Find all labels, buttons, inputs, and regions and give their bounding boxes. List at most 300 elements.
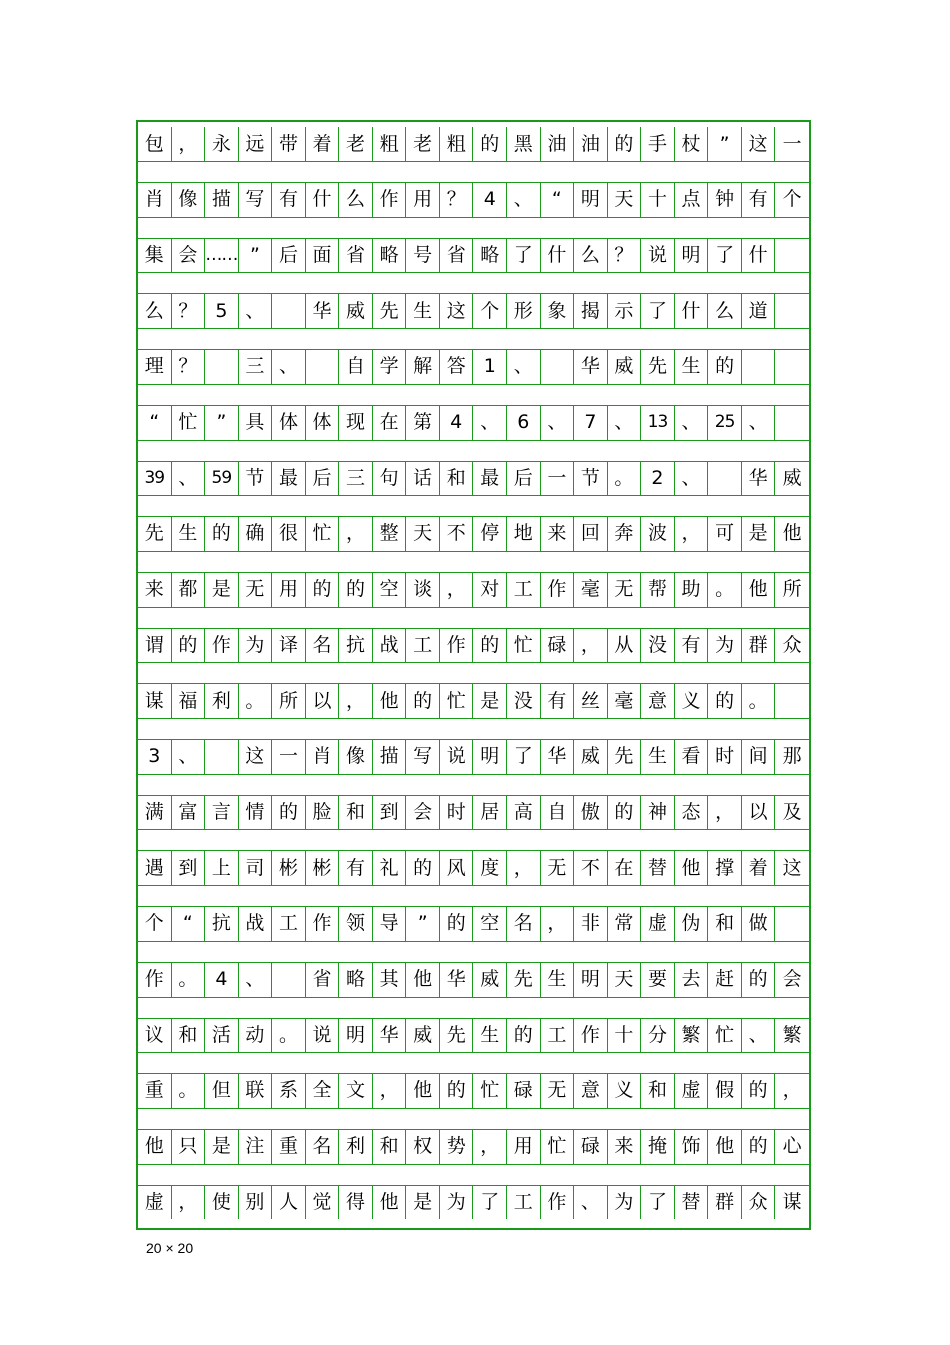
grid-cell: ，: [339, 684, 373, 718]
grid-cell: 工: [541, 1018, 575, 1052]
row-gap: [138, 272, 809, 294]
grid-cell: 最: [272, 461, 306, 495]
grid-cell: 和: [373, 1130, 407, 1164]
grid-cell: 做: [742, 907, 776, 941]
row-gap: [138, 440, 809, 462]
grid-cell: 的: [708, 684, 742, 718]
grid-cell: 译: [272, 628, 306, 662]
grid-cell: 上: [205, 851, 239, 885]
grid-cell: 明: [574, 183, 608, 217]
grid-cell: 。: [708, 573, 742, 607]
grid-cell: 的: [406, 851, 440, 885]
grid-cell: 忙: [172, 406, 206, 440]
grid-cell: 威: [782, 466, 802, 489]
grid-cell: 是: [205, 573, 239, 607]
grid-cell: 省: [440, 238, 474, 272]
grid-cell: 心: [782, 1135, 802, 1158]
grid-cell: 活: [205, 1018, 239, 1052]
grid-cell: 说: [306, 1018, 340, 1052]
grid-cell: 众: [742, 1185, 776, 1219]
grid-cell: 脸: [306, 795, 340, 829]
grid-cell: 神: [641, 795, 675, 829]
grid-cell: 、: [742, 1018, 776, 1052]
row-gap: [138, 829, 809, 851]
grid-cell: 说: [641, 238, 675, 272]
grid-cell: 3: [138, 740, 172, 774]
row-gap: [138, 384, 809, 406]
grid-cell: 为: [239, 628, 273, 662]
grid-cell: 、: [272, 350, 306, 384]
grid-cell: ”: [708, 127, 742, 161]
grid-cell: 有: [675, 628, 709, 662]
grid-row: [138, 294, 809, 328]
grid-cell: 意: [574, 1074, 608, 1108]
grid-cell: 谈: [406, 573, 440, 607]
grid-cell: 遇: [138, 851, 172, 885]
grid-cell: 满: [138, 795, 172, 829]
grid-cell: 华: [541, 740, 575, 774]
grid-cell: 1: [473, 350, 507, 384]
grid-cell: 和: [339, 795, 373, 829]
grid-cell: 黑: [507, 127, 541, 161]
grid-cell: 度: [473, 851, 507, 885]
grid-cell: [272, 294, 306, 328]
grid-cell: 高: [507, 795, 541, 829]
grid-cell: 话: [406, 461, 440, 495]
grid-cell: 不: [574, 851, 608, 885]
grid-cell: 议: [138, 1018, 172, 1052]
row-gap: [138, 1164, 809, 1186]
row-gap: [138, 328, 809, 350]
grid-cell: ，: [373, 1074, 407, 1108]
grid-cell: ，: [541, 907, 575, 941]
grid-cell: 助: [675, 573, 709, 607]
grid-row: [138, 795, 809, 829]
grid-cell: 他: [373, 1185, 407, 1219]
grid-cell: 分: [641, 1018, 675, 1052]
grid-cell: 是: [406, 1185, 440, 1219]
grid-cell: 这: [239, 740, 273, 774]
grid-cell: 碌: [541, 628, 575, 662]
grid-cell: 6: [507, 406, 541, 440]
grid-cell: 及: [782, 800, 802, 823]
grid-row: [138, 684, 809, 718]
grid-cell: 傲: [574, 795, 608, 829]
grid-cell: 远: [239, 127, 273, 161]
grid-row: [138, 238, 809, 272]
grid-cell: 奔: [608, 517, 642, 551]
grid-cell: 撑: [708, 851, 742, 885]
grid-row: [138, 406, 809, 440]
grid-cell: 他: [742, 573, 776, 607]
grid-cell: 伪: [675, 907, 709, 941]
grid-cell: ，: [708, 795, 742, 829]
grid-cell: [775, 684, 809, 718]
row-gap: [138, 495, 809, 517]
grid-cell: 群: [742, 628, 776, 662]
grid-cell: 先: [440, 1018, 474, 1052]
grid-cell: 钟: [708, 183, 742, 217]
grid-cell: 13: [641, 406, 675, 440]
grid-cell: 无: [608, 573, 642, 607]
grid-cell: 三: [239, 350, 273, 384]
grid-cell: 的: [440, 1074, 474, 1108]
row-gap: [138, 1052, 809, 1074]
grid-cell: 谋: [138, 684, 172, 718]
grid-cell: 肖: [306, 740, 340, 774]
grid-cell: ，: [440, 573, 474, 607]
row-gap: [138, 774, 809, 796]
grid-cell: 自: [339, 350, 373, 384]
row-gap: [138, 718, 809, 740]
grid-cell: 、: [675, 461, 709, 495]
grid-cell: 是: [473, 684, 507, 718]
grid-cell: 描: [373, 740, 407, 774]
grid-cell: 威: [339, 294, 373, 328]
grid-cell: 毫: [608, 684, 642, 718]
grid-row: [138, 907, 809, 941]
grid-row: [138, 127, 809, 161]
grid-cell: 所: [272, 684, 306, 718]
grid-cell: 、: [507, 350, 541, 384]
grid-size-label: 20 × 20: [146, 1240, 194, 1256]
grid-cell: 一: [541, 461, 575, 495]
grid-cell: 写: [406, 740, 440, 774]
grid-cell: 2: [641, 461, 675, 495]
grid-cell: 无: [541, 851, 575, 885]
grid-cell: 生: [541, 963, 575, 997]
grid-cell: 可: [708, 517, 742, 551]
grid-cell: 地: [507, 517, 541, 551]
grid-cell: 的: [473, 127, 507, 161]
grid-cell: 什: [675, 294, 709, 328]
grid-cell: 去: [675, 963, 709, 997]
grid-cell: 会: [782, 968, 802, 990]
grid-cell: 丝: [574, 684, 608, 718]
grid-cell: 现: [339, 406, 373, 440]
grid-cell: 众: [782, 633, 802, 656]
grid-cell: 略: [339, 963, 373, 997]
grid-cell: 25: [708, 406, 742, 440]
grid-cell: 替: [675, 1185, 709, 1219]
grid-cell: 一: [782, 132, 802, 155]
grid-cell: [272, 963, 306, 997]
grid-cell: 时: [708, 740, 742, 774]
grid-cell: 什: [742, 238, 776, 272]
grid-cell: 了: [507, 238, 541, 272]
grid-cell: 回: [574, 517, 608, 551]
grid-cell: 利: [339, 1130, 373, 1164]
grid-cell: 碌: [574, 1130, 608, 1164]
grid-cell: 没: [507, 684, 541, 718]
row-gap: [138, 217, 809, 239]
grid-cell: 作: [440, 628, 474, 662]
grid-cell: 帮: [641, 573, 675, 607]
grid-cell: 有: [272, 183, 306, 217]
grid-cell: 么: [138, 294, 172, 328]
grid-row: [138, 517, 809, 551]
grid-cell: 空: [473, 907, 507, 941]
grid-cell: 生: [641, 740, 675, 774]
grid-cell: 的: [708, 350, 742, 384]
grid-cell: 体: [306, 406, 340, 440]
grid-cell: 战: [239, 907, 273, 941]
grid-cell: 间: [742, 740, 776, 774]
grid-cell: 假: [708, 1074, 742, 1108]
grid-cell: 粗: [373, 127, 407, 161]
grid-cell: ？: [608, 238, 642, 272]
grid-cell: 了: [708, 238, 742, 272]
row-gap: [138, 1108, 809, 1130]
grid-cell: 但: [205, 1074, 239, 1108]
grid-cell: [541, 350, 575, 384]
grid-cell: 整: [373, 517, 407, 551]
grid-cell: 省: [306, 963, 340, 997]
grid-cell: 战: [373, 628, 407, 662]
grid-cell: 理: [138, 350, 172, 384]
grid-row: [138, 573, 809, 607]
grid-cell: 作: [373, 183, 407, 217]
row-gap: [138, 662, 809, 684]
grid-cell: 忙: [306, 517, 340, 551]
grid-cell: 明: [574, 963, 608, 997]
grid-cell: 要: [641, 963, 675, 997]
grid-cell: [205, 740, 239, 774]
grid-cell: 。: [272, 1018, 306, 1052]
grid-cell: 非: [574, 907, 608, 941]
grid-cell: 作: [574, 1018, 608, 1052]
grid-cell: 他: [782, 522, 802, 545]
grid-cell: 油: [541, 127, 575, 161]
grid-cell: 老: [406, 127, 440, 161]
grid-cell: 时: [440, 795, 474, 829]
grid-cell: 注: [239, 1130, 273, 1164]
grid-cell: 说: [440, 740, 474, 774]
grid-cell: 略: [373, 238, 407, 272]
grid-cell: 先: [507, 963, 541, 997]
grid-cell: 后: [507, 461, 541, 495]
grid-cell: 天: [406, 517, 440, 551]
grid-cell: 都: [172, 573, 206, 607]
grid-cell: ……: [205, 238, 239, 272]
grid-cell: 手: [641, 127, 675, 161]
grid-cell: 看: [675, 740, 709, 774]
grid-row: [138, 461, 809, 495]
grid-cell: 着: [742, 851, 776, 885]
grid-cell: 得: [339, 1185, 373, 1219]
grid-cell: 一: [272, 740, 306, 774]
grid-cell: 义: [675, 684, 709, 718]
grid-cell: 4: [473, 183, 507, 217]
grid-cell: 十: [608, 1018, 642, 1052]
grid-cell: 生: [406, 294, 440, 328]
grid-cell: 他: [138, 1130, 172, 1164]
grid-cell: 忙: [473, 1074, 507, 1108]
grid-cell: 导: [373, 907, 407, 941]
grid-cell: ，: [675, 517, 709, 551]
grid-cell: [775, 907, 809, 941]
grid-cell: 从: [608, 628, 642, 662]
grid-cell: 虚: [641, 907, 675, 941]
grid-cell: 和: [440, 461, 474, 495]
grid-cell: 了: [641, 294, 675, 328]
grid-cell: ，: [172, 127, 206, 161]
grid-cell: 名: [507, 907, 541, 941]
grid-cell: 重: [138, 1074, 172, 1108]
grid-cell: 的: [172, 628, 206, 662]
grid-cell: 对: [473, 573, 507, 607]
grid-cell: ？: [172, 294, 206, 328]
grid-cell: 确: [239, 517, 273, 551]
grid-cell: ，: [574, 628, 608, 662]
grid-cell: 4: [440, 406, 474, 440]
grid-cell: 和: [641, 1074, 675, 1108]
grid-cell: 包: [138, 127, 172, 161]
grid-cell: 的: [339, 573, 373, 607]
grid-cell: 粗: [440, 127, 474, 161]
grid-cell: 到: [172, 851, 206, 885]
grid-cell: 么: [574, 238, 608, 272]
grid-cell: 以: [306, 684, 340, 718]
grid-row: [138, 1185, 809, 1219]
grid-cell: 肖: [138, 183, 172, 217]
grid-cell: “: [172, 907, 206, 941]
grid-cell: 以: [742, 795, 776, 829]
grid-cell: 势: [440, 1130, 474, 1164]
grid-cell: 三: [339, 461, 373, 495]
grid-cell: 的: [507, 1018, 541, 1052]
grid-cell: 系: [272, 1074, 306, 1108]
grid-cell: 来: [608, 1130, 642, 1164]
grid-cell: 的: [272, 795, 306, 829]
grid-cell: 自: [541, 795, 575, 829]
grid-cell: 解: [406, 350, 440, 384]
grid-cell: 这: [782, 856, 802, 879]
grid-cell: 不: [440, 517, 474, 551]
grid-cell: 使: [205, 1185, 239, 1219]
grid-cell: 7: [574, 406, 608, 440]
row-gap: [138, 997, 809, 1019]
grid-row: [138, 183, 809, 217]
grid-cell: 用: [406, 183, 440, 217]
grid-cell: 抗: [205, 907, 239, 941]
grid-cell: [775, 294, 809, 328]
grid-cell: 十: [641, 183, 675, 217]
grid-cell: 福: [172, 684, 206, 718]
grid-cell: 来: [138, 573, 172, 607]
grid-cell: 作: [306, 907, 340, 941]
grid-cell: 先: [641, 350, 675, 384]
grid-cell: 生: [473, 1018, 507, 1052]
grid-cell: 的: [608, 127, 642, 161]
grid-cell: 答: [440, 350, 474, 384]
grid-cell: 先: [373, 294, 407, 328]
grid-cell: 重: [272, 1130, 306, 1164]
grid-cell: 。: [172, 963, 206, 997]
grid-cell: 到: [373, 795, 407, 829]
grid-cell: 作: [541, 1185, 575, 1219]
grid-cell: 会: [406, 795, 440, 829]
grid-cell: 领: [339, 907, 373, 941]
row-gap: [138, 161, 809, 183]
grid-cell: ，: [172, 1185, 206, 1219]
grid-cell: 华: [306, 294, 340, 328]
grid-cell: 点: [675, 183, 709, 217]
grid-cell: 名: [306, 1130, 340, 1164]
grid-cell: 停: [473, 517, 507, 551]
grid-cell: ”: [406, 907, 440, 941]
grid-cell: ”: [239, 238, 273, 272]
grid-cell: [775, 238, 809, 272]
grid-cell: 生: [675, 350, 709, 384]
grid-cell: 华: [574, 350, 608, 384]
grid-cell: 有: [541, 684, 575, 718]
manuscript-grid: [136, 120, 811, 1230]
grid-cell: 威: [574, 740, 608, 774]
grid-cell: [742, 350, 776, 384]
grid-cell: 什: [306, 183, 340, 217]
grid-cell: 有: [742, 183, 776, 217]
grid-cell: 的: [306, 573, 340, 607]
grid-cell: 人: [272, 1185, 306, 1219]
grid-row: [138, 963, 809, 997]
grid-cell: 了: [473, 1185, 507, 1219]
grid-cell: 省: [339, 238, 373, 272]
grid-cell: 很: [272, 517, 306, 551]
grid-cell: 没: [641, 628, 675, 662]
grid-cell: 天: [608, 963, 642, 997]
grid-cell: 作: [138, 963, 172, 997]
grid-cell: 、: [239, 963, 273, 997]
grid-cell: 名: [306, 628, 340, 662]
grid-cell: 掩: [641, 1130, 675, 1164]
grid-cell: [775, 406, 809, 440]
grid-cell: 、: [608, 406, 642, 440]
grid-cell: 其: [373, 963, 407, 997]
grid-cell: 作: [205, 628, 239, 662]
grid-cell: 、: [172, 461, 206, 495]
grid-cell: 工: [272, 907, 306, 941]
grid-cell: 虚: [675, 1074, 709, 1108]
grid-cell: 所: [782, 578, 802, 601]
grid-row: [138, 851, 809, 885]
grid-cell: 最: [473, 461, 507, 495]
grid-cell: 情: [239, 795, 273, 829]
grid-cell: 杖: [675, 127, 709, 161]
grid-cell: “: [138, 406, 172, 440]
grid-cell: ，: [782, 1079, 802, 1102]
grid-cell: 工: [507, 573, 541, 607]
grid-cell: [306, 350, 340, 384]
grid-cell: 略: [473, 238, 507, 272]
grid-cell: 司: [239, 851, 273, 885]
grid-cell: 别: [239, 1185, 273, 1219]
grid-cell: ，: [473, 1130, 507, 1164]
grid-row: [138, 350, 809, 384]
grid-cell: 的: [406, 684, 440, 718]
grid-cell: [708, 461, 742, 495]
grid-cell: [205, 350, 239, 384]
grid-cell: 虚: [138, 1185, 172, 1219]
grid-cell: 的: [473, 628, 507, 662]
grid-cell: 在: [608, 851, 642, 885]
grid-cell: 富: [172, 795, 206, 829]
grid-cell: 的: [742, 1130, 776, 1164]
grid-cell: 他: [406, 1074, 440, 1108]
grid-cell: 什: [541, 238, 575, 272]
grid-row: [138, 1074, 809, 1108]
grid-cell: 天: [608, 183, 642, 217]
